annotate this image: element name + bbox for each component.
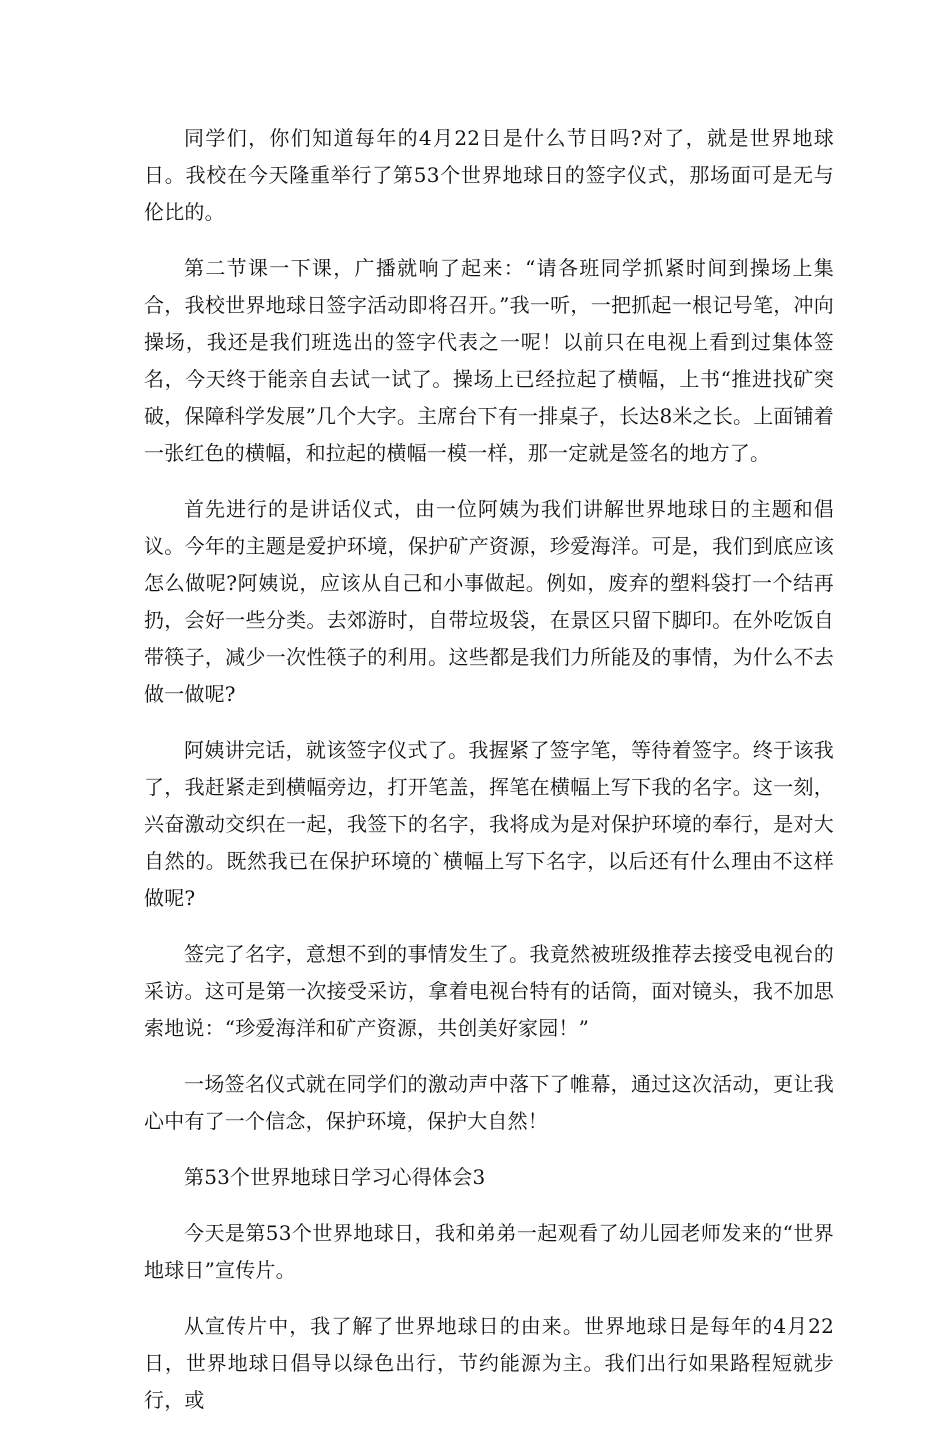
paragraph-intro: 同学们，你们知道每年的4月22日是什么节日吗?对了，就是世界地球日。我校在今天隆重举行了第53个世界地球日的签字仪式，那场面可是无与伦比的。 bbox=[144, 126, 834, 224]
paragraph-interview: 签完了名字，意想不到的事情发生了。我竟然被班级推荐去接受电视台的采访。这可是第一次接受采访，拿着电视台特有的话筒，面对镜头，我不加思索地说：“珍爱海洋和矿产资源，共创美好家园！” bbox=[144, 942, 834, 1040]
section-heading: 第53个世界地球日学习心得体会3 bbox=[184, 1165, 486, 1189]
document-body bbox=[144, 120, 834, 1438]
paragraph-origin: 从宣传片中，我了解了世界地球日的由来。世界地球日是每年的4月22日，世界地球日倡导以绿色出行，节约能源为主。我们出行如果路程短就步行，或 bbox=[144, 1314, 834, 1412]
paragraph-broadcast: 第二节课一下课，广播就响了起来：“请各班同学抓紧时间到操场上集合，我校世界地球日签字活动即将召开。”我一听，一把抓起一根记号笔，冲向操场，我还是我们班选出的签字代表之一呢！以前只在电视上看到过集体签名，今天终于能亲自去试一试了。操场上已经拉起了横幅，上书“推进找矿突破，保障科学发展”几个大字。主席台下有一排桌子，长达8米之长。上面铺着一张红色的横幅，和拉起的横幅一模一样，那一定就是签名的地方了。 bbox=[144, 256, 834, 465]
paragraph-speech: 首先进行的是讲话仪式，由一位阿姨为我们讲解世界地球日的主题和倡议。今年的主题是爱护环境，保护矿产资源，珍爱海洋。可是，我们到底应该怎么做呢?阿姨说，应该从自己和小事做起。例如，废弃的塑料袋打一个结再扔，会好一些分类。去郊游时，自带垃圾袋，在景区只留下脚印。在外吃饭自带筷子，减少一次性筷子的利用。这些都是我们力所能及的事情，为什么不去做一做呢? bbox=[144, 497, 834, 706]
paragraph-video: 今天是第53个世界地球日，我和弟弟一起观看了幼儿园老师发来的“世界地球日”宣传片。 bbox=[144, 1221, 834, 1282]
paragraph-signing: 阿姨讲完话，就该签字仪式了。我握紧了签字笔，等待着签字。终于该我了，我赶紧走到横幅旁边，打开笔盖，挥笔在横幅上写下我的名字。这一刻，兴奋激动交织在一起，我签下的名字，我将成为是对保护环境的奉行，是对大自然的。既然我已在保护环境的`横幅上写下名字，以后还有什么理由不这样做呢? bbox=[144, 738, 834, 910]
paragraph-conclusion: 一场签名仪式就在同学们的激动声中落下了帷幕，通过这次活动，更让我心中有了一个信念，保护环境，保护大自然！ bbox=[144, 1072, 834, 1133]
